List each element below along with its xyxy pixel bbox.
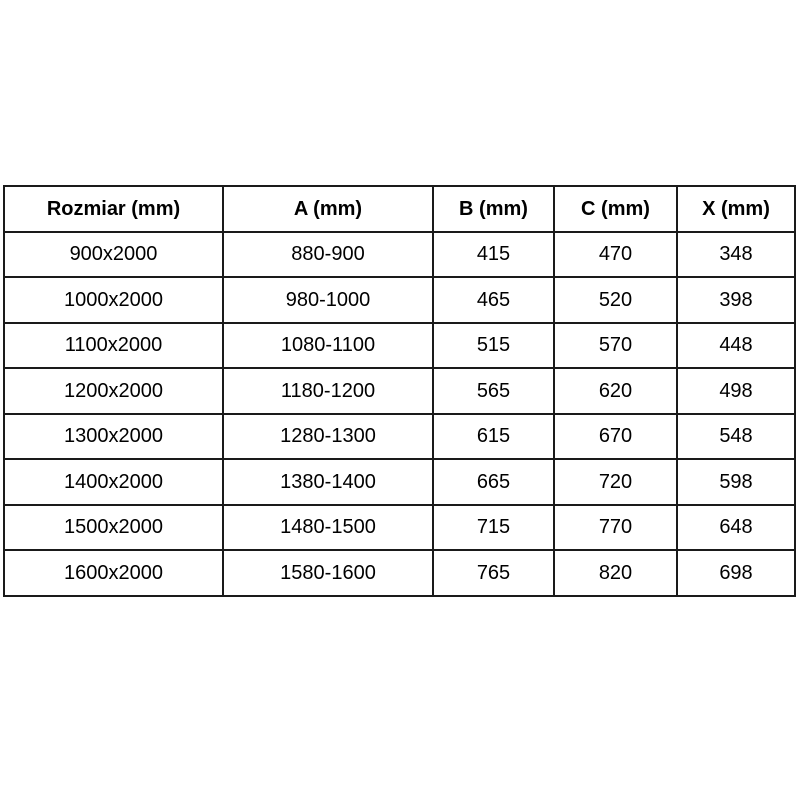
cell-c: 820 — [554, 550, 677, 596]
cell-b: 715 — [433, 505, 554, 551]
cell-c: 570 — [554, 323, 677, 369]
cell-a: 1380-1400 — [223, 459, 433, 505]
cell-x: 698 — [677, 550, 795, 596]
table-row — [4, 323, 795, 369]
header-c: C (mm) — [554, 186, 677, 232]
cell-c: 520 — [554, 277, 677, 323]
cell-x: 648 — [677, 505, 795, 551]
cell-b: 665 — [433, 459, 554, 505]
cell-x: 548 — [677, 414, 795, 460]
table-row — [4, 368, 795, 414]
cell-rozmiar: 1300x2000 — [4, 414, 223, 460]
header-b: B (mm) — [433, 186, 554, 232]
cell-rozmiar: 1000x2000 — [4, 277, 223, 323]
table-row — [4, 550, 795, 596]
size-spec-table — [3, 185, 796, 597]
cell-a: 1080-1100 — [223, 323, 433, 369]
cell-rozmiar: 1600x2000 — [4, 550, 223, 596]
cell-b: 765 — [433, 550, 554, 596]
cell-a: 1480-1500 — [223, 505, 433, 551]
cell-x: 348 — [677, 232, 795, 278]
cell-a: 980-1000 — [223, 277, 433, 323]
cell-rozmiar: 900x2000 — [4, 232, 223, 278]
table-row — [4, 414, 795, 460]
cell-x: 448 — [677, 323, 795, 369]
cell-b: 615 — [433, 414, 554, 460]
cell-rozmiar: 1100x2000 — [4, 323, 223, 369]
cell-b: 515 — [433, 323, 554, 369]
cell-rozmiar: 1500x2000 — [4, 505, 223, 551]
header-rozmiar: Rozmiar (mm) — [4, 186, 223, 232]
cell-a: 1580-1600 — [223, 550, 433, 596]
cell-b: 565 — [433, 368, 554, 414]
cell-b: 465 — [433, 277, 554, 323]
cell-x: 498 — [677, 368, 795, 414]
table-row — [4, 277, 795, 323]
cell-c: 620 — [554, 368, 677, 414]
cell-rozmiar: 1400x2000 — [4, 459, 223, 505]
cell-a: 880-900 — [223, 232, 433, 278]
cell-a: 1180-1200 — [223, 368, 433, 414]
cell-a: 1280-1300 — [223, 414, 433, 460]
cell-c: 720 — [554, 459, 677, 505]
table-row — [4, 459, 795, 505]
cell-c: 670 — [554, 414, 677, 460]
header-x: X (mm) — [677, 186, 795, 232]
table-row — [4, 505, 795, 551]
cell-x: 398 — [677, 277, 795, 323]
cell-rozmiar: 1200x2000 — [4, 368, 223, 414]
table-header — [4, 186, 795, 232]
header-a: A (mm) — [223, 186, 433, 232]
cell-c: 770 — [554, 505, 677, 551]
header-row — [4, 186, 795, 232]
cell-b: 415 — [433, 232, 554, 278]
cell-x: 598 — [677, 459, 795, 505]
table-row — [4, 232, 795, 278]
table-body — [4, 232, 795, 596]
cell-c: 470 — [554, 232, 677, 278]
